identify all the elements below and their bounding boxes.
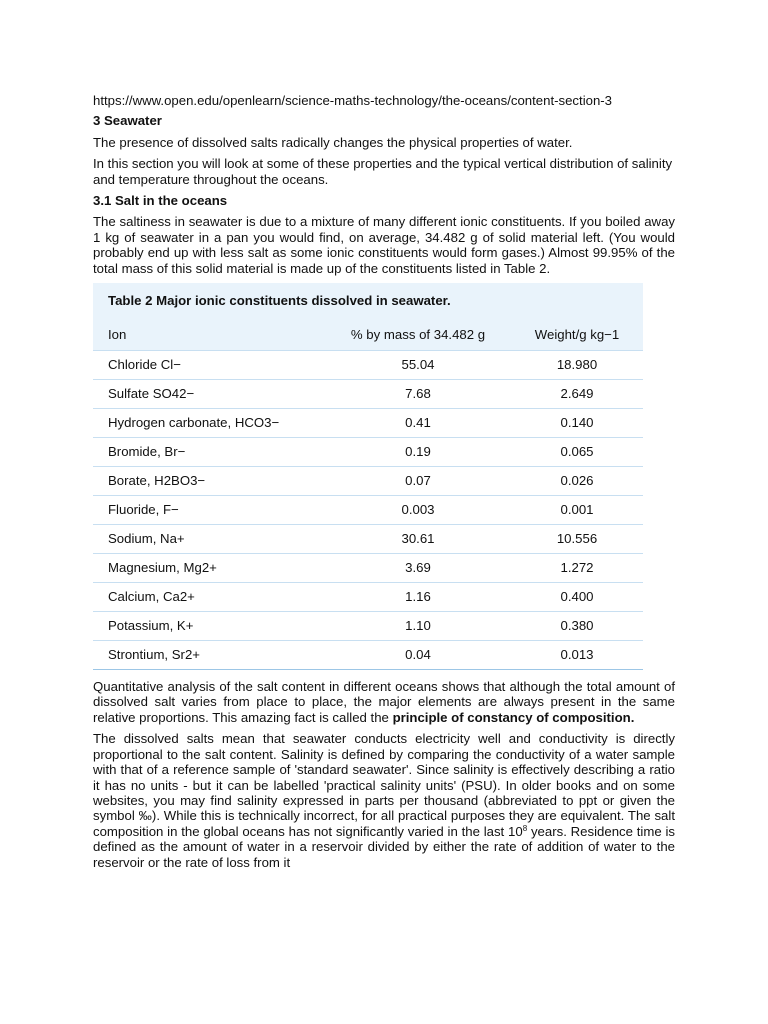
salinity-paragraph xyxy=(93,731,675,870)
percent-cell: 0.19 xyxy=(325,438,511,467)
table-row xyxy=(93,409,643,438)
ion-cell: Chloride Cl− xyxy=(93,351,325,380)
table-row xyxy=(93,467,643,496)
table-row xyxy=(93,380,643,409)
percent-cell: 0.04 xyxy=(325,641,511,670)
ion-cell: Magnesium, Mg2+ xyxy=(93,554,325,583)
intro-paragraph-2: In this section you will look at some of these properties and the typical vertical distribution of salinity and temperature throughout the oceans. xyxy=(93,156,673,187)
composition-paragraph xyxy=(93,679,675,725)
salinity-text-end: years. Residence time is defined as the amount of water in a reservoir divided by either the rate of addition of water to the reservoir or the rate of loss from it xyxy=(93,823,675,870)
source-url[interactable]: https://www.open.edu/openlearn/science-maths-technology/the-oceans/content-section-3 xyxy=(93,93,613,108)
table-row xyxy=(93,525,643,554)
percent-cell: 1.10 xyxy=(325,612,511,641)
weight-cell: 0.065 xyxy=(511,438,643,467)
ion-cell: Sodium, Na+ xyxy=(93,525,325,554)
salinity-text-start: The dissolved salts mean that seawater conducts electricity well and conductivity is directly proportional to the salt content. Salinity is defined by comparing the conductivity of a water sample with that of a reference sample of 'standard seawater'. Since salinity is effectively describing a ratio it has no units - but it can be labelled 'practical salinity units' (PSU). In older books and on some websites, you may find salinity expressed in parts per thousand (abbreviated to ppt or given the symbol ‰). While this is technically incorrect, for all practical purposes they are equivalent. The salt composition in the global oceans has not significantly varied in the last 10 xyxy=(93,731,675,839)
intro-paragraph-1: The presence of dissolved salts radically changes the physical properties of water. xyxy=(93,134,573,150)
weight-cell: 0.140 xyxy=(511,409,643,438)
header-weight: Weight/g kg−1 xyxy=(511,319,643,351)
percent-cell: 1.16 xyxy=(325,583,511,612)
ion-cell: Fluoride, F− xyxy=(93,496,325,525)
ion-cell: Potassium, K+ xyxy=(93,612,325,641)
percent-cell: 30.61 xyxy=(325,525,511,554)
ion-cell: Calcium, Ca2+ xyxy=(93,583,325,612)
exponent-superscript: 8 xyxy=(522,823,528,833)
ionic-constituents-table xyxy=(93,283,643,670)
document-page xyxy=(93,93,675,876)
weight-cell: 0.400 xyxy=(511,583,643,612)
ion-cell: Strontium, Sr2+ xyxy=(93,641,325,670)
weight-cell: 0.013 xyxy=(511,641,643,670)
percent-cell: 0.07 xyxy=(325,467,511,496)
composition-bold-term: principle of constancy of composition. xyxy=(392,709,635,725)
weight-cell: 18.980 xyxy=(511,351,643,380)
subsection-heading: 3.1 Salt in the oceans xyxy=(93,193,228,209)
weight-cell: 0.026 xyxy=(511,467,643,496)
table-row xyxy=(93,351,643,380)
ion-cell: Borate, H2BO3− xyxy=(93,467,325,496)
table-header-row xyxy=(93,319,643,351)
header-ion: Ion xyxy=(93,319,325,351)
ion-cell: Bromide, Br− xyxy=(93,438,325,467)
table-row xyxy=(93,583,643,612)
table-row xyxy=(93,496,643,525)
weight-cell: 10.556 xyxy=(511,525,643,554)
header-percent: % by mass of 34.482 g xyxy=(325,319,511,351)
percent-cell: 0.41 xyxy=(325,409,511,438)
table-caption: Table 2 Major ionic constituents dissolved in seawater. xyxy=(93,283,643,319)
percent-cell: 55.04 xyxy=(325,351,511,380)
table-row xyxy=(93,554,643,583)
table-row xyxy=(93,438,643,467)
composition-text: Quantitative analysis of the salt content in different oceans shows that although the total amount of dissolved salt varies from place to place, the major elements are always present in the same relative proportions. This amazing fact is called the xyxy=(93,679,675,725)
weight-cell: 1.272 xyxy=(511,554,643,583)
ion-cell: Sulfate SO42− xyxy=(93,380,325,409)
ion-cell: Hydrogen carbonate, HCO3− xyxy=(93,409,325,438)
weight-cell: 2.649 xyxy=(511,380,643,409)
subsection-paragraph: The saltiness in seawater is due to a mixture of many different ionic constituents. If you boiled away 1 kg of seawater in a pan you would find, on average, 34.482 g of solid material left. (You would probably end up with less salt as some ionic constituents would form gases.) Almost 99.95% of the total mass of this solid material is made up of the constituents listed in Table 2. xyxy=(93,214,675,276)
table-row xyxy=(93,612,643,641)
section-heading: 3 Seawater xyxy=(93,113,162,129)
percent-cell: 0.003 xyxy=(325,496,511,525)
percent-cell: 3.69 xyxy=(325,554,511,583)
weight-cell: 0.380 xyxy=(511,612,643,641)
percent-cell: 7.68 xyxy=(325,380,511,409)
weight-cell: 0.001 xyxy=(511,496,643,525)
table-row xyxy=(93,641,643,670)
